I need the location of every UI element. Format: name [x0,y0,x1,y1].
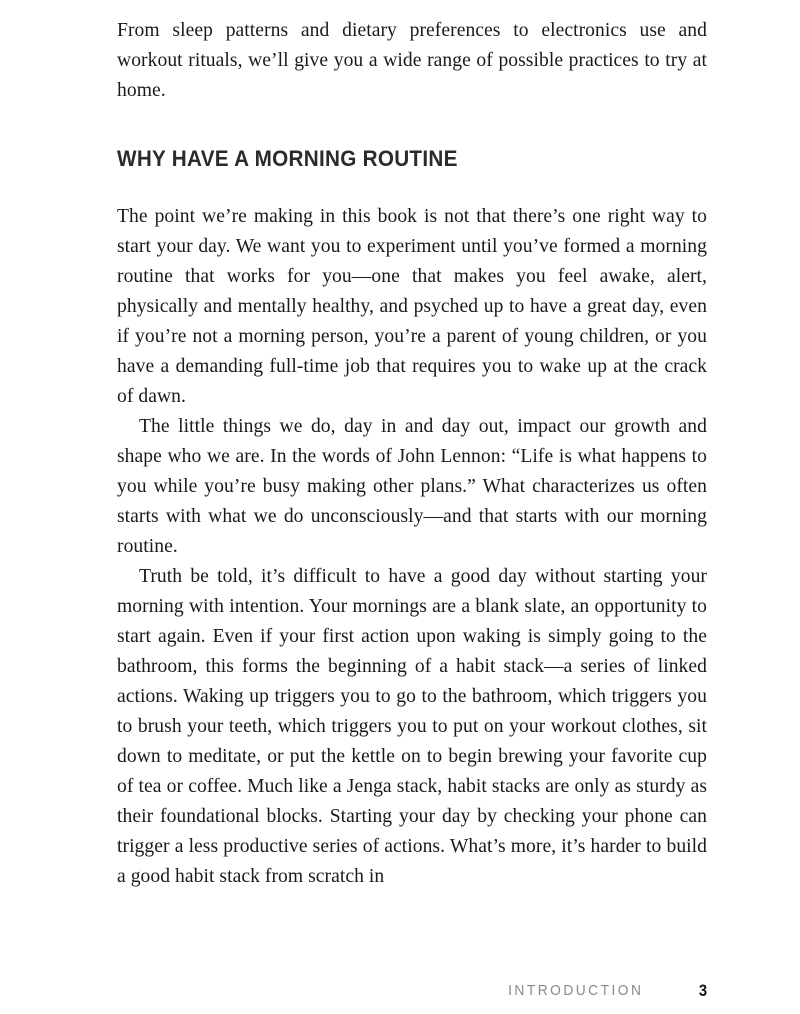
paragraph-right-way-to-start: The point we’re making in this book is not that there’s one right way to start your day. We want you to experiment until you’ve formed a morning routine that works for you—one that makes you feel awake, alert, physically and mentally healthy, and psyched up to have a great day, even if you’re not a morning person, you’re a parent of young children, or you have a demanding full-time job that requires you to wake up at the crack of dawn. [117,206,707,407]
section-heading: WHY HAVE A MORNING ROUTINE [117,146,458,171]
heading-spacer-top [117,106,707,146]
paragraph-truth-be-told: Truth be told, it’s difficult to have a good day without starting your morning with intention. Your mornings are a blank slate, an opportunity to start again. Even if your first action upon waking is simply going to the bathroom, this forms the beginning of a habit stack—a series of linked actions. Waking up triggers you to go to the bathroom, which triggers you to brush your teeth, which triggers you to put on your workout clothes, sit down to meditate, or put the kettle on to begin brewing your favorite cup of tea or coffee. Much like a Jenga stack, habit stacks are only as sturdy as their foundational blocks. Starting your day by checking your phone can trigger a less productive series of actions. What’s more, it’s harder to build a good habit stack from scratch in [117,566,707,887]
running-head: INTRODUCTION [507,983,643,999]
page-number: 3 [698,982,707,1000]
paragraph-little-things: The little things we do, day in and day out, impact our growth and shape who we are. In the words of John Lennon: “Life is what happens to you while you’re busy making other plans.” What characterizes us often starts with what we do unconsciously—and that starts with our morning routine. [117,416,707,557]
heading-spacer-bottom [117,172,707,202]
paragraph-intro-continuation: From sleep patterns and dietary preferences to electronics use and workout rituals, we’ll give you a wide range of possible practices to try at home. [117,20,707,101]
page-footer [117,983,707,1007]
text-column [117,16,707,892]
